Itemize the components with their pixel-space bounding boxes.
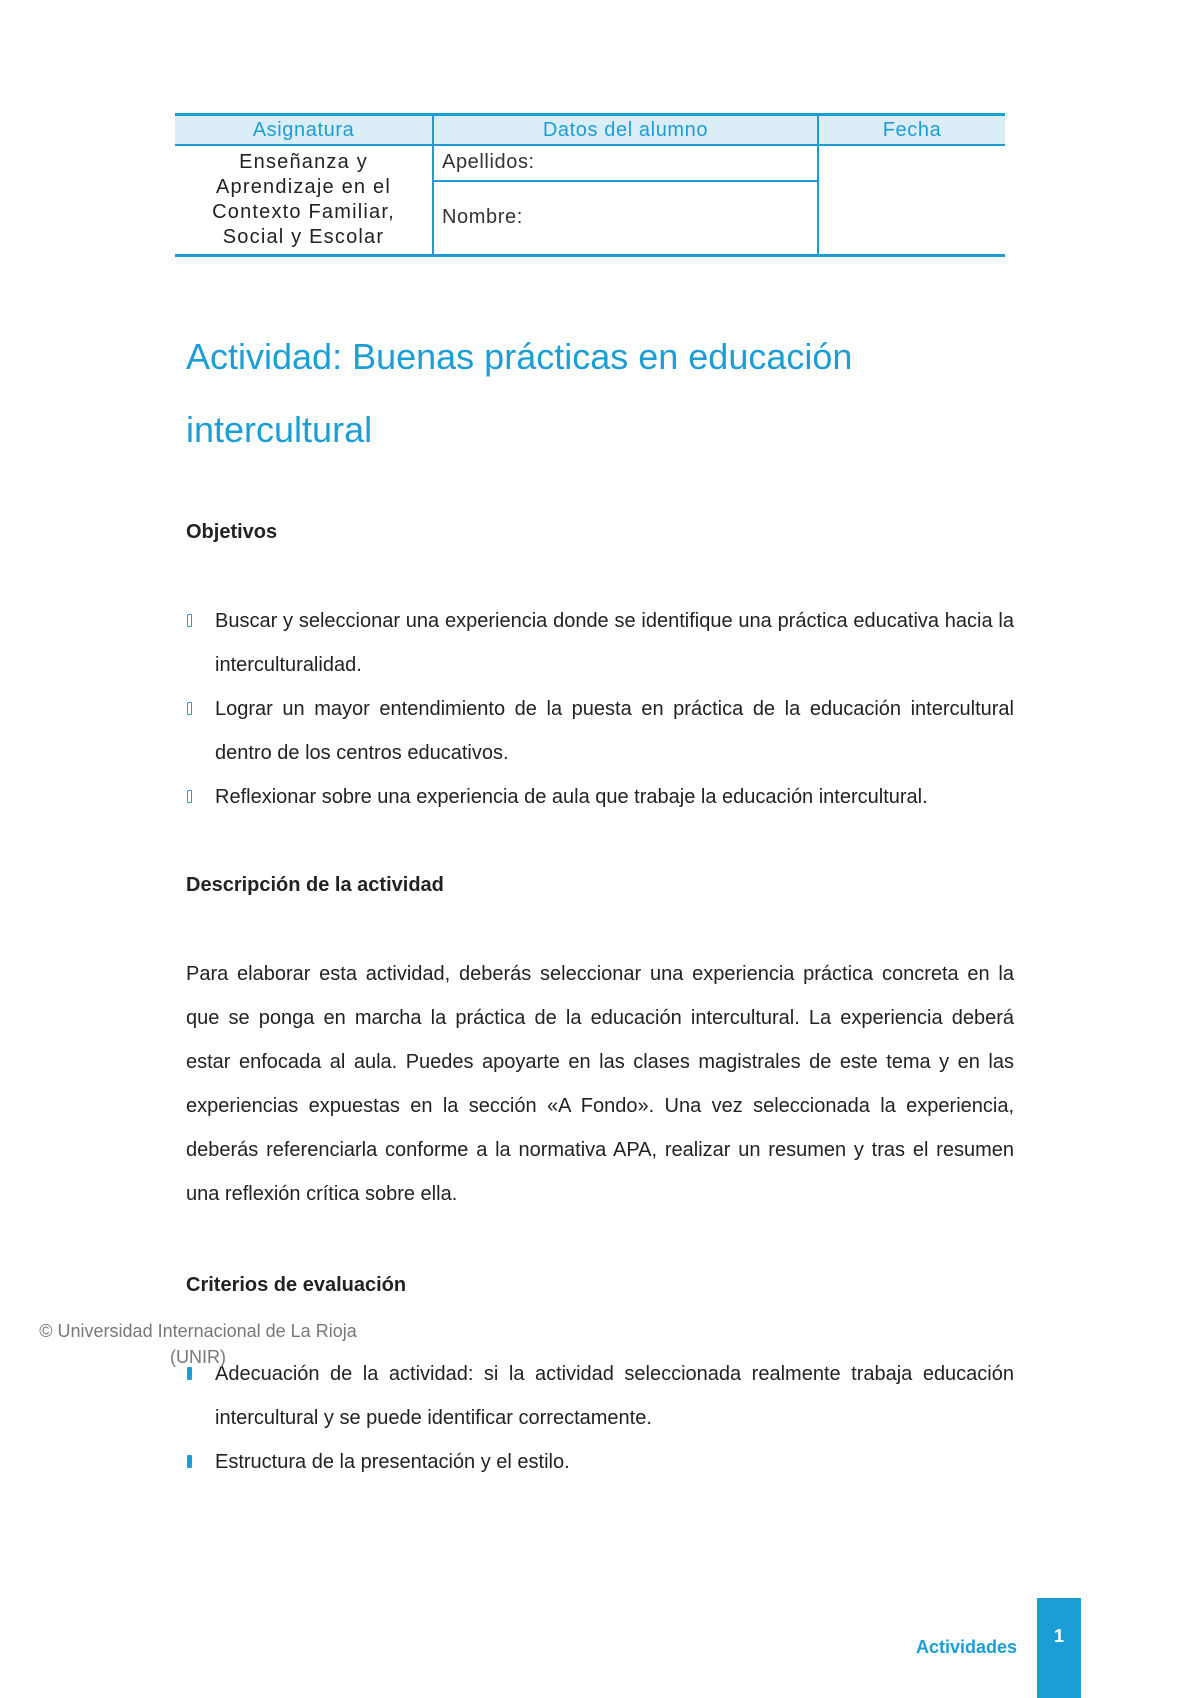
apellidos-field[interactable]: Apellidos: bbox=[433, 145, 818, 181]
criterios-list bbox=[186, 1352, 1014, 1484]
list-item bbox=[186, 775, 1014, 819]
column-header-asignatura: Asignatura bbox=[175, 115, 433, 146]
footer-section-label: Actividades bbox=[915, 1637, 1017, 1657]
nombre-field[interactable]: Nombre: bbox=[433, 181, 818, 256]
objetivos-list bbox=[186, 599, 1014, 819]
subject-name-cell: Enseñanza y Aprendizaje en el Contexto Familiar, Social y Escolar bbox=[175, 145, 433, 256]
list-item bbox=[186, 599, 1014, 687]
list-item-text: Estructura de la presentación y el estilo. bbox=[215, 1451, 570, 1473]
bullet-icon bbox=[187, 1455, 192, 1468]
fecha-field[interactable] bbox=[818, 145, 1005, 256]
objetivos-heading: Objetivos bbox=[186, 521, 278, 543]
page-number-badge: 1 bbox=[1037, 1598, 1081, 1698]
list-item bbox=[186, 687, 1014, 775]
list-item-text: Adecuación de la actividad: si la actividad seleccionada realmente trabaja educación intercultural y se puede identificar correctamente. bbox=[215, 1363, 1014, 1429]
bullet-icon bbox=[187, 614, 192, 627]
bullet-icon bbox=[187, 790, 192, 803]
copyright-notice: © Universidad Internacional de La Rioja (UNIR) bbox=[39, 1321, 357, 1367]
list-item-text: Lograr un mayor entendimiento de la puesta en práctica de la educación intercultural dentro de los centros educativos. bbox=[215, 698, 1014, 764]
list-item-text: Buscar y seleccionar una experiencia donde se identifique una práctica educativa hacia la interculturalidad. bbox=[215, 610, 1014, 676]
bullet-icon bbox=[187, 702, 192, 715]
list-item bbox=[186, 1440, 1014, 1484]
header-table bbox=[175, 113, 1005, 257]
criterios-heading: Criterios de evaluación bbox=[186, 1274, 407, 1296]
list-item-text: Reflexionar sobre una experiencia de aula que trabaje la educación intercultural. bbox=[215, 786, 928, 808]
descripcion-paragraph: Para elaborar esta actividad, deberás seleccionar una experiencia práctica concreta en la que se ponga en marcha la práctica de la educación intercultural. La experiencia deberá estar enfocada al aula. Puedes apoyarte en las clases magistrales de este tema y en las experiencias expuestas en la sección «A Fondo». Una vez seleccionada la experiencia, deberás referenciarla conforme a la normativa APA, realizar un resumen y tras el resumen una reflexión crítica sobre ella. bbox=[186, 963, 1014, 1205]
descripcion-heading: Descripción de la actividad bbox=[186, 874, 444, 896]
column-header-fecha: Fecha bbox=[818, 115, 1005, 146]
column-header-datos-alumno: Datos del alumno bbox=[433, 115, 818, 146]
activity-title: Actividad: Buenas prácticas en educación intercultural bbox=[186, 336, 853, 450]
